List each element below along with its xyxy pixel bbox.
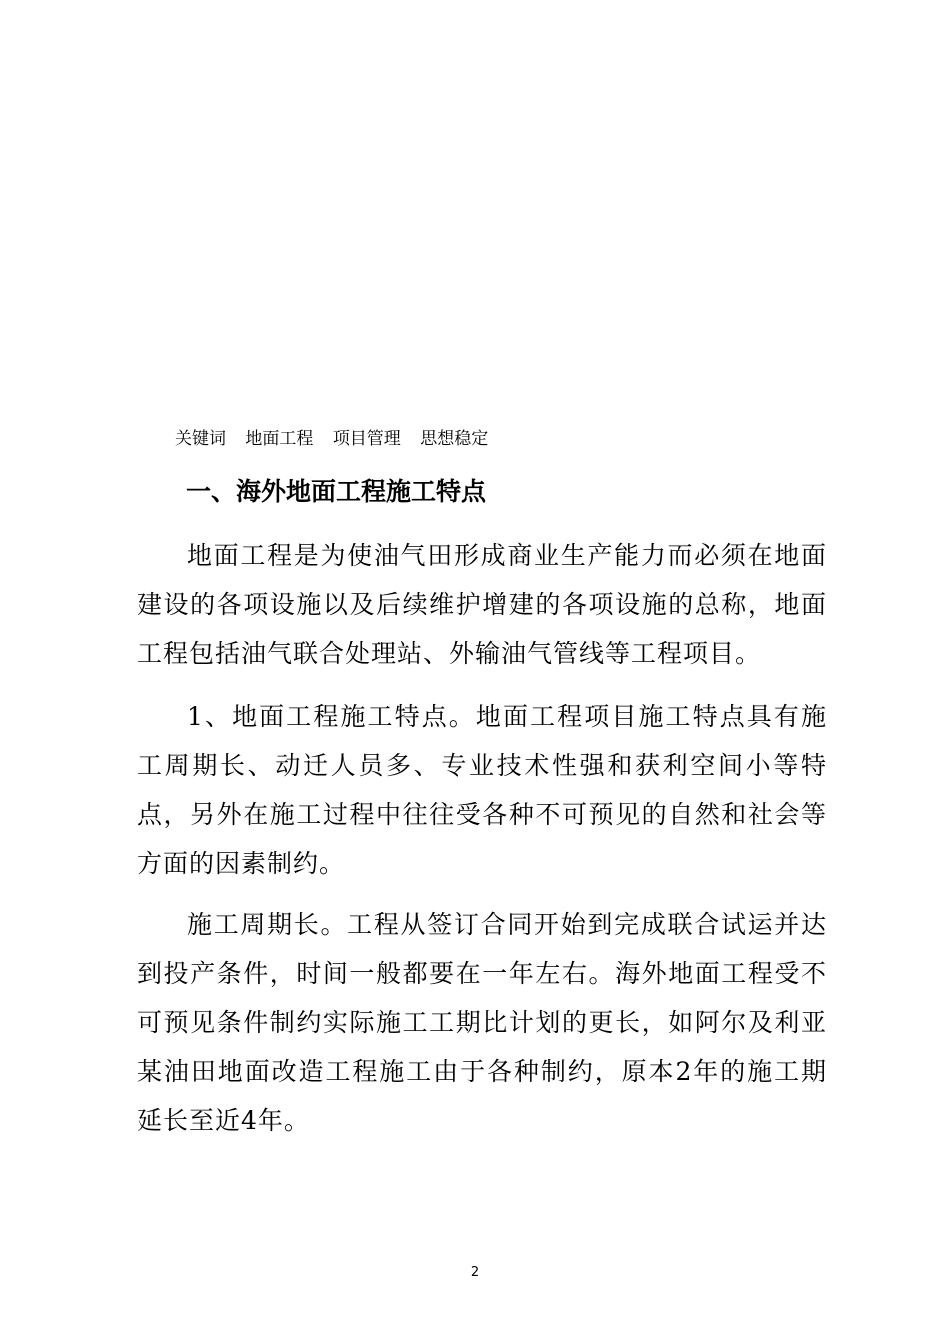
- body-paragraph: 地面工程是为使油气田形成商业生产能力而必须在地面建设的各项设施以及后续维护增建的各项设施的总称，地面工程包括油气联合处理站、外输油气管线等工程项目。: [137, 541, 827, 668]
- keyword-term: 思想稳定: [420, 429, 489, 449]
- keyword-term: 项目管理: [332, 429, 401, 449]
- keyword-term: 地面工程: [245, 429, 314, 449]
- keywords-line: [175, 427, 502, 451]
- section-heading: 一、海外地面工程施工特点: [186, 477, 487, 506]
- page-number: 2: [470, 1265, 480, 1280]
- keywords-label: 关键词: [175, 429, 226, 449]
- body-paragraph: 施工周期长。工程从签订合同开始到完成联合试运并达到投产条件，时间一般都要在一年左右。海外地面工程受不可预见条件制约实际施工工期比计划的更长，如阿尔及利亚某油田地面改造工程施工由于各种制约，原本2年的施工期延长至近4年。: [137, 910, 827, 1135]
- body-paragraph: 1、地面工程施工特点。地面工程项目施工特点具有施工周期长、动迁人员多、专业技术性强和获利空间小等特点，另外在施工过程中往往受各种不可预见的自然和社会等方面的因素制约。: [137, 702, 827, 878]
